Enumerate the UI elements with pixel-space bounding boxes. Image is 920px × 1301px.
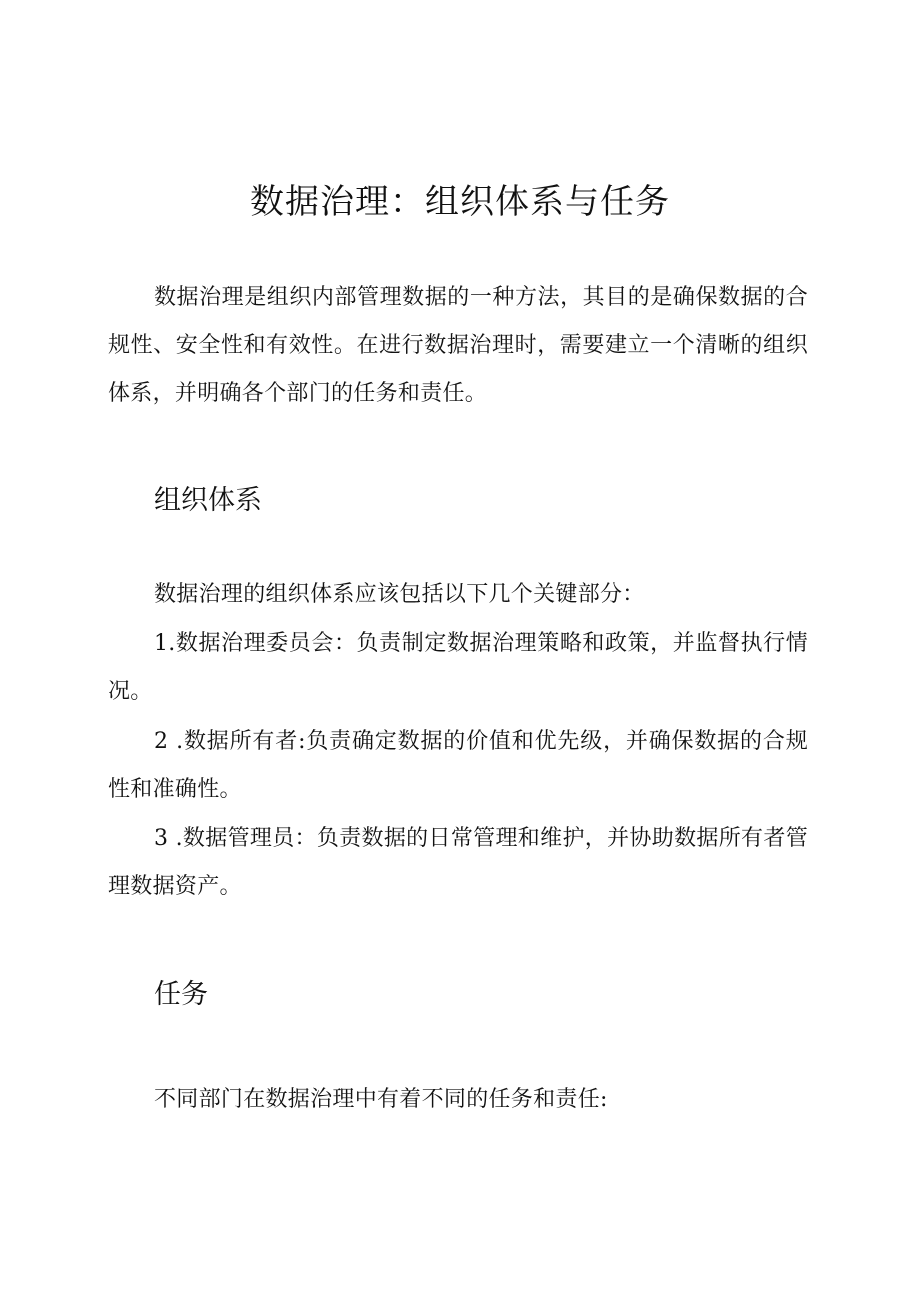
list-item: 1.数据治理委员会：负责制定数据治理策略和政策，并监督执行情况。 [108, 631, 808, 704]
list-item: 3 .数据管理员：负责数据的日常管理和维护，并协助数据所有者管理数据资产。 [108, 826, 808, 899]
document-title: 数据治理：组织体系与任务 [250, 182, 670, 222]
intro-paragraph: 数据治理是组织内部管理数据的一种方法，其目的是确保数据的合规性、安全性和有效性。在进行数据治理时，需要建立一个清晰的组织体系，并明确各个部门的任务和责任。 [108, 285, 808, 406]
tasks-lead-paragraph: 不同部门在数据治理中有着不同的任务和责任: [154, 1087, 608, 1112]
organization-lead-paragraph: 数据治理的组织体系应该包括以下几个关键部分： [154, 582, 645, 607]
section-heading-organization: 组织体系 [154, 485, 262, 516]
section-heading-tasks: 任务 [154, 979, 208, 1010]
list-item: 2 .数据所有者:负责确定数据的价值和优先级，并确保数据的合规性和准确性。 [108, 729, 808, 802]
